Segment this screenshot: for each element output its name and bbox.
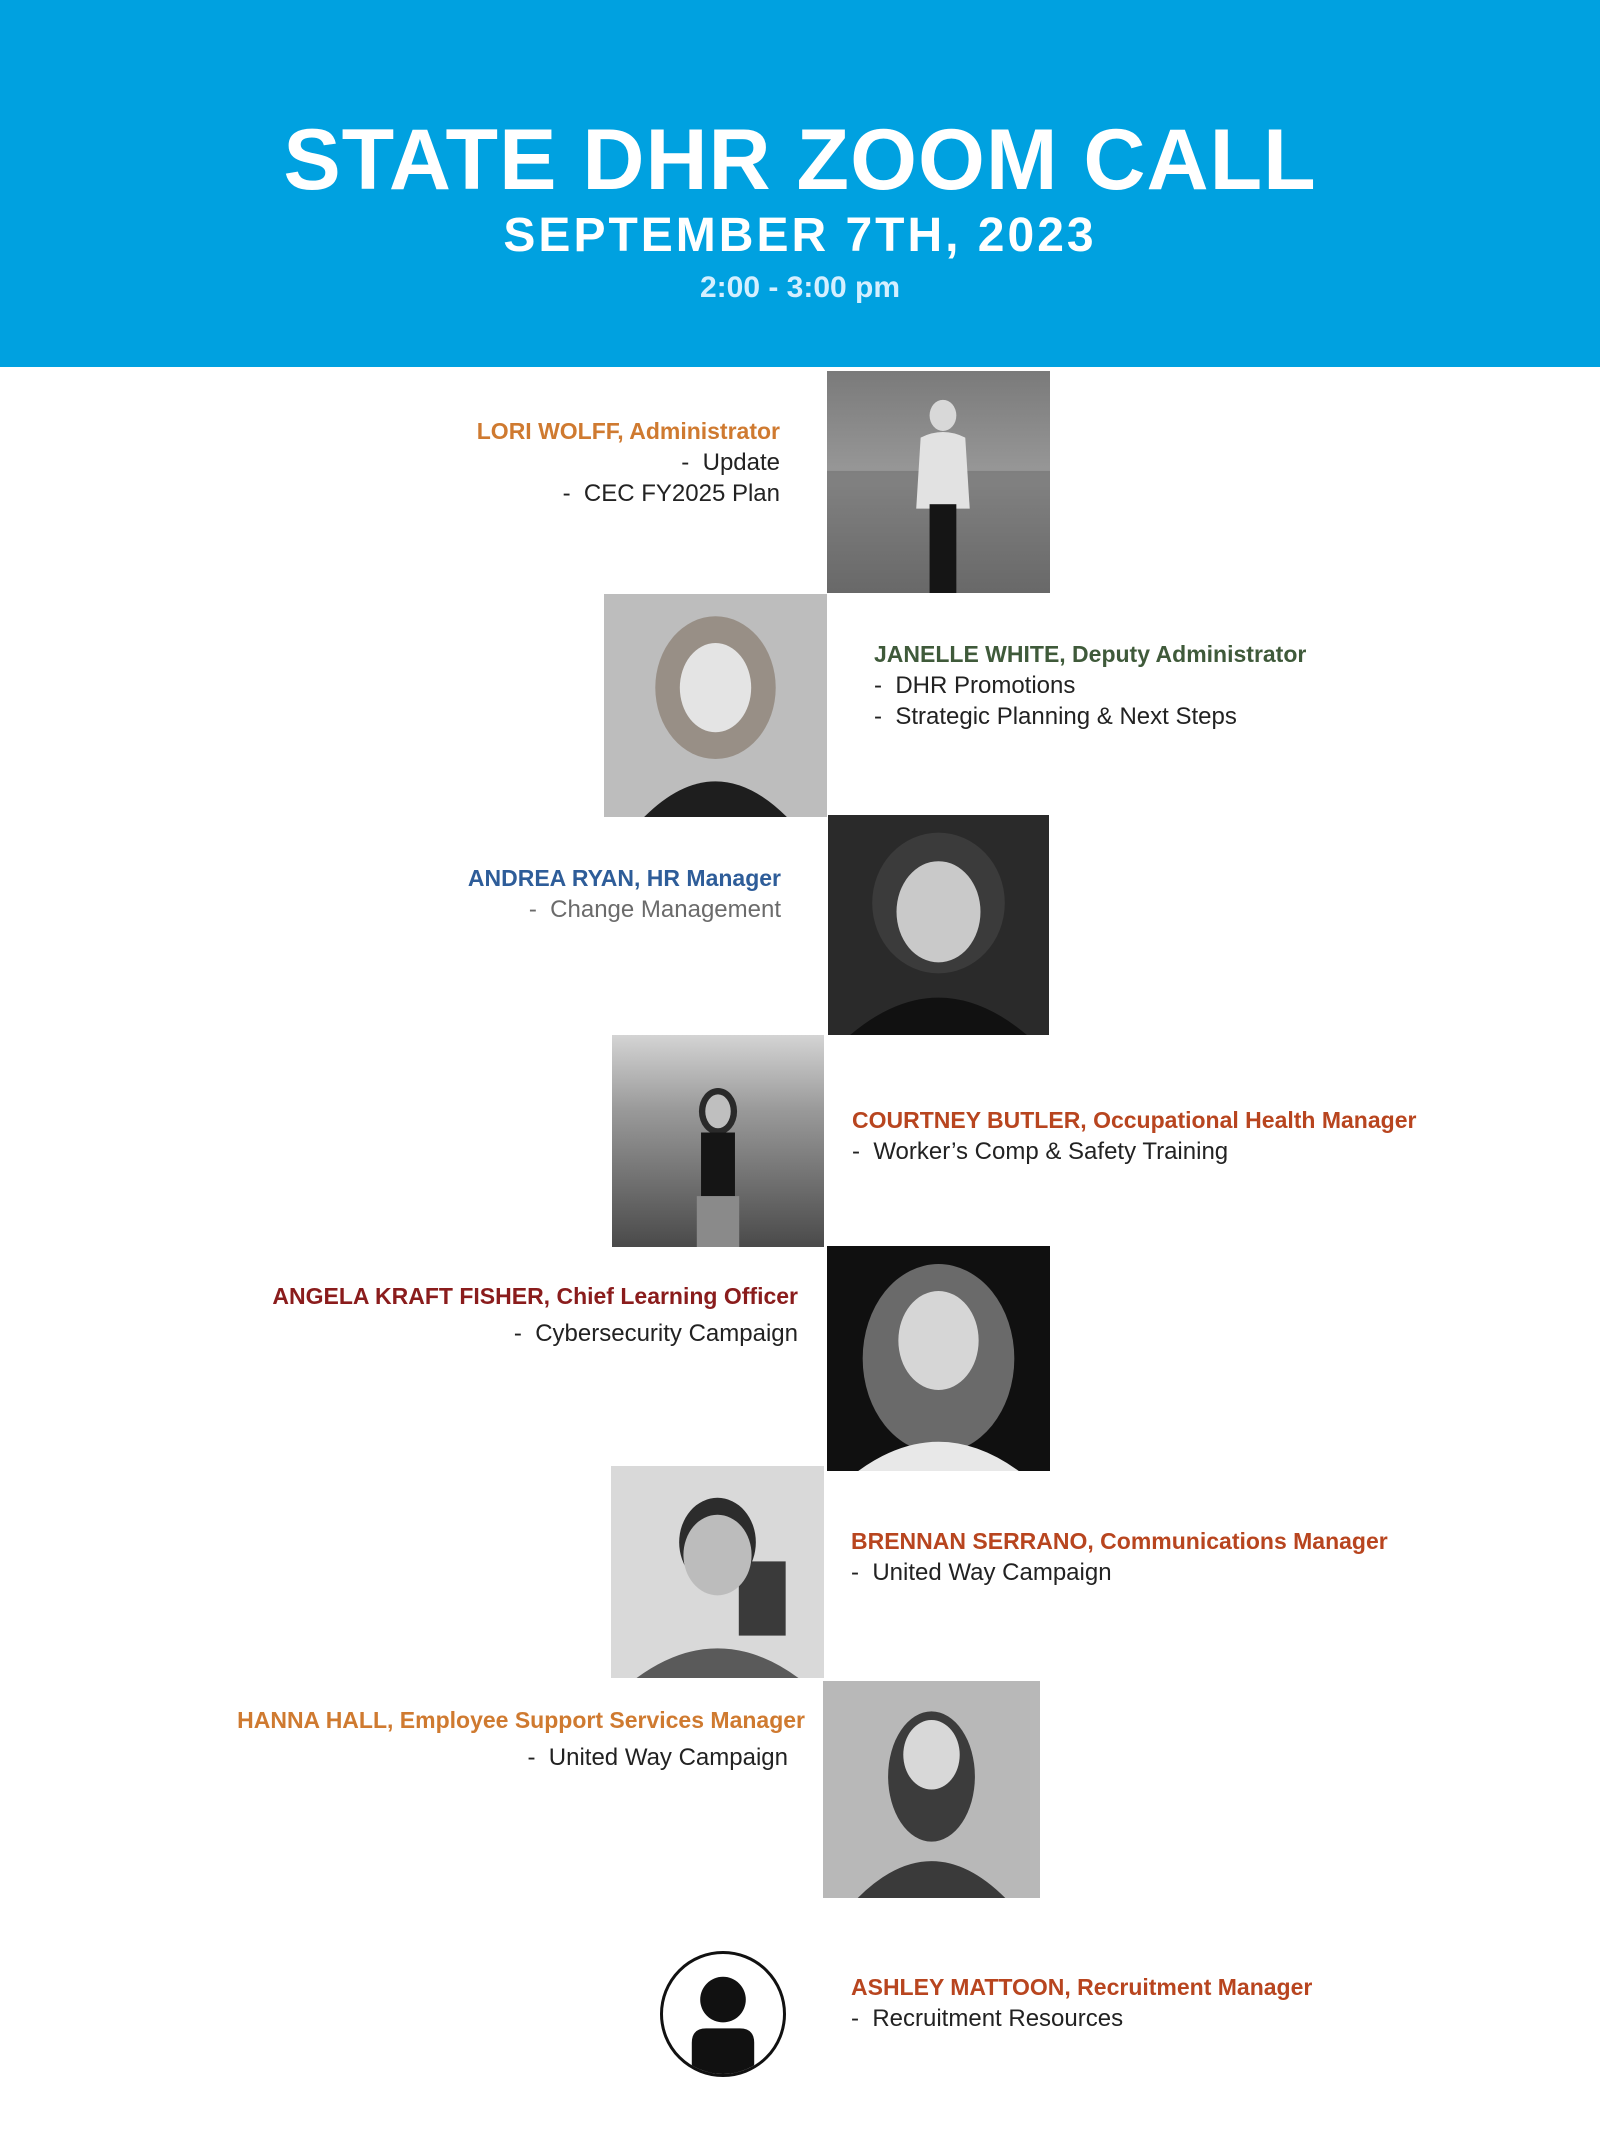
topic-item: - Cybersecurity Campaign (272, 1318, 798, 1349)
speaker-topics (874, 670, 1306, 732)
speaker-topics (468, 894, 781, 925)
speaker-topics (272, 1318, 798, 1349)
avatar-placeholder (660, 1951, 786, 2077)
speaker-topics (477, 447, 780, 509)
topic-item: - Change Management (468, 894, 781, 925)
topic-item: - Strategic Planning & Next Steps (874, 701, 1306, 732)
topic-item: - Update (477, 447, 780, 478)
speaker-lori-wolff (477, 415, 780, 509)
event-time: 2:00 - 3:00 pm (699, 271, 901, 304)
speaker-name: ANDREA RYAN, HR Manager (467, 865, 781, 891)
speaker-brennan-serrano (851, 1525, 1388, 1588)
photo-hanna-hall (823, 1681, 1040, 1898)
person-icon (663, 1954, 783, 2074)
topic-item: - Recruitment Resources (851, 2003, 1312, 2034)
photo-lori-wolff (827, 371, 1050, 593)
speaker-janelle-white (874, 638, 1306, 732)
speaker-name: ASHLEY MATTOON, Recruitment Manager (851, 1974, 1313, 2000)
photo-brennan-serrano (611, 1466, 824, 1678)
photo-janelle-white (604, 594, 827, 817)
photo-andrea-ryan (828, 815, 1049, 1035)
photo-angela-kraft-fisher (827, 1246, 1050, 1471)
topic-item: - Worker’s Comp & Safety Training (852, 1136, 1416, 1167)
speaker-name: LORI WOLFF, Administrator (476, 418, 780, 444)
topic-item: - DHR Promotions (874, 670, 1306, 701)
topic-item: - United Way Campaign (237, 1742, 788, 1773)
speaker-topics (851, 2003, 1312, 2034)
speaker-andrea-ryan (468, 862, 781, 925)
speaker-name: HANNA HALL, Employee Support Services Manager (237, 1707, 805, 1733)
speaker-ashley-mattoon (851, 1971, 1312, 2034)
topic-item: - United Way Campaign (851, 1557, 1388, 1588)
speaker-hanna-hall (237, 1704, 805, 1773)
speaker-topics (237, 1742, 805, 1773)
page-title: STATE DHR ZOOM CALL (283, 112, 1317, 208)
speaker-topics (852, 1136, 1416, 1167)
speaker-name: COURTNEY BUTLER, Occupational Health Manager (852, 1107, 1417, 1133)
speaker-topics (851, 1557, 1388, 1588)
topic-item: - CEC FY2025 Plan (477, 478, 780, 509)
header-banner (0, 0, 1600, 367)
event-date: SEPTEMBER 7TH, 2023 (503, 209, 1097, 262)
speaker-courtney-butler (852, 1104, 1416, 1167)
photo-courtney-butler (612, 1035, 824, 1247)
speaker-angela-kraft-fisher (272, 1280, 798, 1349)
speaker-name: ANGELA KRAFT FISHER, Chief Learning Officer (272, 1283, 798, 1309)
speaker-name: BRENNAN SERRANO, Communications Manager (851, 1528, 1388, 1554)
speaker-name: JANELLE WHITE, Deputy Administrator (874, 641, 1307, 667)
